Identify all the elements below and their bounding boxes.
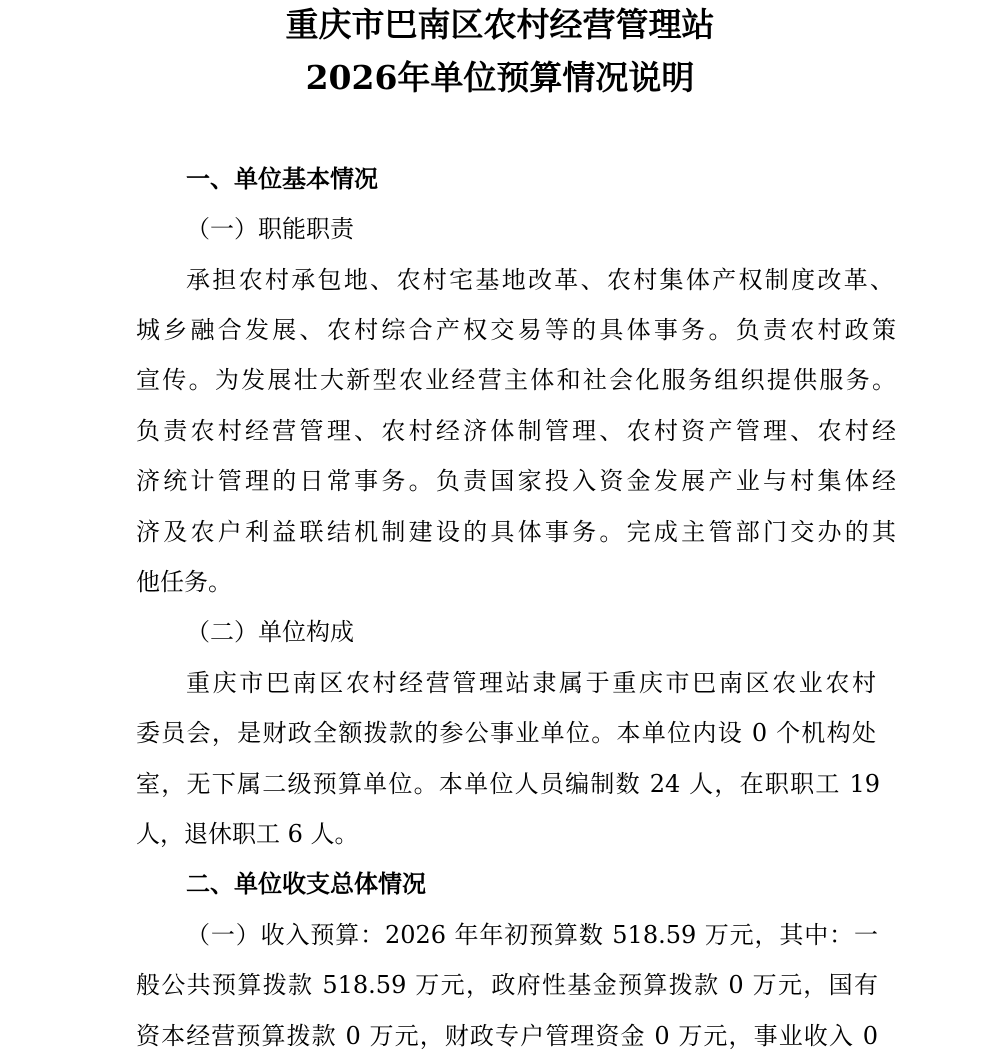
section1-heading: 一、单位基本情况 <box>186 164 378 193</box>
sub1-heading: （一）职能职责 <box>186 215 354 243</box>
sub2-heading: （二）单位构成 <box>186 618 354 646</box>
paragraph-line: 济统计管理的日常事务。负责国家投入资金发展产业与村集体经 <box>136 467 896 495</box>
paragraph-line: 般公共预算拨款 518.59 万元，政府性基金预算拨款 0 万元，国有 <box>136 971 878 999</box>
section2-heading: 二、单位收支总体情况 <box>186 869 426 898</box>
paragraph-line: 委员会，是财政全额拨款的参公事业单位。本单位内设 0 个机构处 <box>136 719 876 747</box>
document-title-line1: 重庆市巴南区农村经营管理站 <box>285 5 715 44</box>
paragraph-line: 资本经营预算拨款 0 万元，财政专户管理资金 0 万元，事业收入 0 <box>136 1022 878 1050</box>
paragraph-line: 负责农村经营管理、农村经济体制管理、农村资产管理、农村经 <box>136 417 896 445</box>
document-title-line2: 2026年单位预算情况说明 <box>305 58 695 97</box>
paragraph-line: 城乡融合发展、农村综合产权交易等的具体事务。负责农村政策 <box>136 316 896 344</box>
paragraph-line: 人，退休职工 6 人。 <box>136 820 359 848</box>
paragraph-line: 室，无下属二级预算单位。本单位人员编制数 24 人，在职职工 19 <box>136 770 880 798</box>
paragraph-line: （一）收入预算：2026 年年初预算数 518.59 万元，其中：一 <box>186 921 878 949</box>
paragraph-line: 重庆市巴南区农村经营管理站隶属于重庆市巴南区农业农村 <box>186 669 876 697</box>
paragraph-line: 济及农户利益联结机制建设的具体事务。完成主管部门交办的其 <box>136 518 896 546</box>
paragraph-line: 他任务。 <box>136 568 232 596</box>
paragraph-line: 承担农村承包地、农村宅基地改革、农村集体产权制度改革、 <box>186 266 894 294</box>
paragraph-line: 宣传。为发展壮大新型农业经营主体和社会化服务组织提供服务。 <box>136 366 896 394</box>
